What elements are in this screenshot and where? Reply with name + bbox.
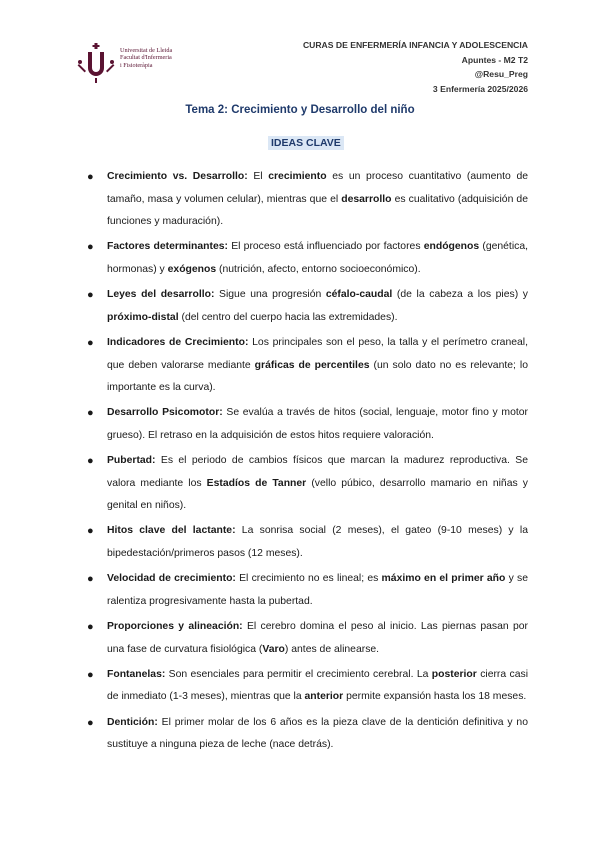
university-name-line: i Fisioteràpia: [120, 61, 153, 69]
bullet-icon: ●: [87, 573, 94, 586]
bullet-icon: ●: [87, 621, 94, 634]
item-label: Hitos clave del lactante:: [107, 525, 236, 537]
key-ideas-list: [86, 166, 528, 759]
item-label: Indicadores de Crecimiento:: [107, 336, 249, 348]
bullet-icon: ●: [87, 525, 94, 538]
item-text: Son esenciales para permitir el crecimiento cerebral. La: [165, 668, 432, 680]
item-text: y se ralentiza progresivamente hasta la pubertad.: [107, 573, 528, 607]
item-emphasis: anterior: [304, 691, 344, 703]
item-text: La sonrisa social (2 meses), el gateo (9-10 meses) y la bipedestación/primeros pasos (12 meses).: [107, 525, 528, 560]
list-item: [86, 402, 528, 447]
item-label: Dentición:: [107, 716, 158, 728]
item-emphasis: Varo: [262, 643, 285, 655]
bullet-icon: ●: [87, 455, 94, 468]
bullet-icon: ●: [87, 336, 94, 349]
item-text: Es el periodo de cambios físicos que marcan la madurez reproductiva. Se valora mediante los: [107, 455, 528, 489]
item-text: (vello púbico, desarrollo mamario en niñas y genital en niños).: [107, 477, 528, 512]
item-text: (del centro del cuerpo hacia las extremidades).: [178, 311, 398, 323]
list-item: [86, 664, 528, 709]
university-name-line: Universitat de Lleida: [120, 47, 173, 54]
item-emphasis: máximo en el primer año: [381, 573, 506, 585]
item-emphasis: crecimiento: [268, 171, 327, 182]
academic-year: 3 Enfermería 2025/2026: [432, 83, 528, 94]
page-title: Tema 2: Crecimiento y Desarrollo del niño: [185, 104, 415, 116]
item-label: Crecimiento vs. Desarrollo:: [107, 171, 248, 182]
item-label: Pubertad:: [107, 455, 156, 467]
item-emphasis: endógenos: [423, 241, 480, 253]
university-logo: [76, 42, 206, 84]
item-label: Fontanelas:: [107, 668, 166, 680]
author-handle: @Resu_Preg: [474, 69, 528, 79]
list-item: [86, 520, 528, 565]
item-label: Factores determinantes:: [107, 241, 229, 253]
item-text: El primer molar de los 6 años es la pieza clave de la dentición definitiva y no sustituye a ninguna pieza de leche (nace detrás).: [107, 716, 528, 751]
list-item: [86, 332, 528, 400]
item-text: Los principales son el peso, la talla y el perímetro craneal, que deben valorarse mediante: [107, 336, 528, 371]
notes-id: Apuntes - M2 T2: [461, 54, 528, 65]
course-name: CURAS DE ENFERMERÍA INFANCIA Y ADOLESCENCIA: [302, 40, 528, 50]
item-emphasis: exógenos: [167, 263, 217, 275]
university-name: [120, 47, 172, 69]
list-item: [86, 712, 528, 757]
list-item: [86, 616, 528, 661]
item-emphasis: posterior: [431, 668, 477, 680]
item-text: Sigue una progresión: [214, 289, 326, 301]
bullet-icon: ●: [87, 171, 94, 183]
item-text: es cualitativo (adquisición de funciones y maduración).: [107, 193, 528, 228]
bullet-icon: ●: [87, 241, 94, 254]
item-text: El: [247, 171, 269, 182]
bullet-icon: ●: [87, 407, 94, 420]
list-item: [86, 568, 528, 613]
list-item: [86, 284, 528, 329]
item-emphasis: céfalo-caudal: [325, 289, 393, 301]
item-text: ) antes de alinearse.: [284, 643, 380, 655]
item-emphasis: gráficas de percentiles: [254, 359, 370, 371]
item-text: El cerebro domina el peso al inicio. Las piernas pasan por una fase de curvatura fisiológica (: [107, 621, 528, 655]
list-item: [86, 450, 528, 518]
item-text: (de la cabeza a los pies) y: [392, 289, 528, 301]
bullet-icon: ●: [87, 668, 94, 681]
item-text: (nutrición, afecto, entorno socioeconómico).: [216, 263, 421, 275]
item-emphasis: Estadíos de Tanner: [206, 477, 307, 489]
item-label: Desarrollo Psicomotor:: [107, 407, 223, 419]
item-text: Se evalúa a través de hitos (social, lenguaje, motor fino y motor grueso). El retraso en la adquisición de estos hitos requiere valoración.: [107, 407, 528, 441]
item-label: Leyes del desarrollo:: [107, 289, 215, 301]
section-heading: IDEAS CLAVE: [268, 136, 344, 150]
item-emphasis: próximo-distal: [107, 311, 179, 323]
document-header: [303, 38, 528, 96]
item-emphasis: desarrollo: [341, 193, 392, 205]
item-text: (un solo dato no es relevante; lo importante es la curva).: [107, 359, 528, 394]
item-text: El crecimiento no es lineal; es: [235, 573, 382, 585]
list-item: [86, 166, 528, 234]
item-text: es un proceso cuantitativo (aumento de tamaño, masa y volumen celular), mientras que el: [107, 171, 529, 205]
item-text: permite expansión hasta los 18 meses.: [343, 691, 527, 703]
item-label: Proporciones y alineación:: [107, 621, 243, 633]
item-label: Velocidad de crecimiento:: [107, 573, 236, 585]
list-item: [86, 236, 528, 281]
bullet-icon: ●: [87, 289, 94, 302]
item-text: (genética, hormonas) y: [107, 241, 528, 275]
item-text: cierra casi de inmediato (1-3 meses), mientras que la: [107, 668, 529, 703]
university-name-line: Facultat d'Infermeria: [120, 54, 172, 62]
item-text: El proceso está influenciado por factores: [228, 241, 424, 253]
university-crest-icon: [76, 42, 116, 84]
bullet-icon: ●: [87, 716, 94, 729]
